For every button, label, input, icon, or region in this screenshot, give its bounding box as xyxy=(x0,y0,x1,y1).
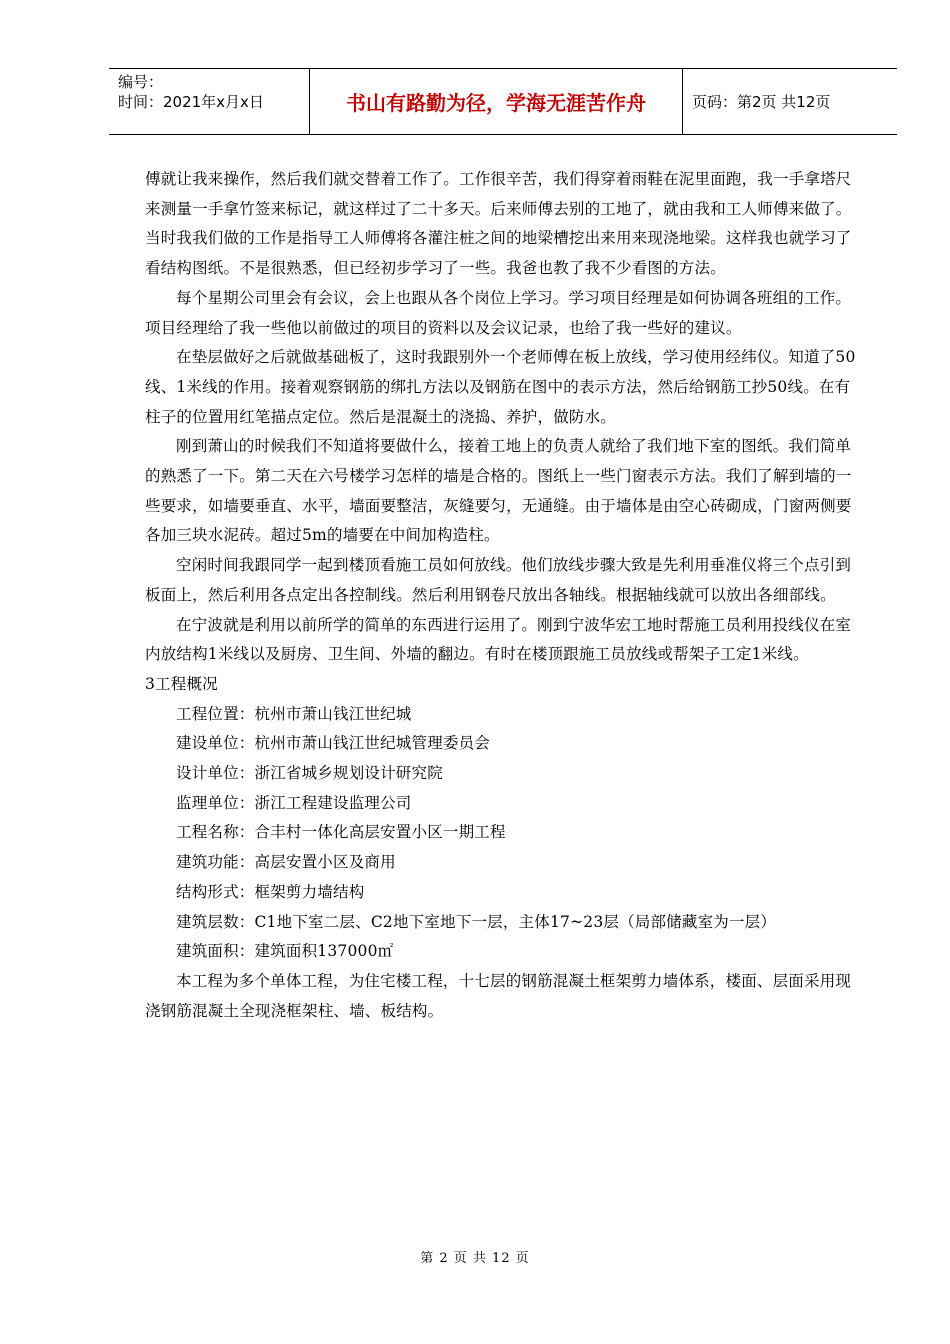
paragraph: 刚到萧山的时候我们不知道将要做什么，接着工地上的负责人就给了我们地下室的图纸。我们简单的熟悉了一下。第二天在六号楼学习怎样的墙是合格的。图纸上一些门窗表示方法。我们了解到墙的一些要求，如墙要垂直、水平，墙面要整洁，灰缝要匀，无通缝。由于墙体是由空心砖砌成，门窗两侧要各加三块水泥砖。超过5m的墙要在中间加构造柱。 xyxy=(145,437,852,545)
info-line: 建设单位：杭州市萧山钱江世纪城管理委员会 xyxy=(176,734,491,753)
paragraph: 在宁波就是利用以前所学的简单的东西进行运用了。刚到宁波华宏工地时帮施工员利用投线仪在室内放结构1米线以及厨房、卫生间、外墙的翻边。有时在楼顶跟施工员放线或帮架子工定1米线。 xyxy=(145,615,852,664)
info-line: 工程名称：合丰村一体化高层安置小区一期工程 xyxy=(176,823,506,842)
closing-paragraph: 本工程为多个单体工程，为住宅楼工程，十七层的钢筋混凝土框架剪力墙体系，楼面、层面采用现浇钢筋混凝土全现浇框架柱、墙、板结构。 xyxy=(145,971,852,1020)
info-line: 工程位置：杭州市萧山钱江世纪城 xyxy=(176,704,412,723)
paragraph: 在垫层做好之后就做基础板了，这时我跟别外一个老师傅在板上放线，学习使用经纬仪。知道了50线、1米线的作用。接着观察钢筋的绑扎方法以及钢筋在图中的表示方法，然后给钢筋工抄50线。在有柱子的位置用红笔描点定位。然后是混凝土的浇捣、养护，做防水。 xyxy=(145,348,856,426)
header-meta xyxy=(109,69,309,134)
page-footer: 第 2 页 共 12 页 xyxy=(420,1251,530,1266)
number-label: 编号： xyxy=(118,73,164,91)
info-line: 建筑层数：C1地下室二层、C2地下室地下一层，主体17~23层（局部储藏室为一层） xyxy=(176,912,777,931)
section-title: 3工程概况 xyxy=(145,674,218,693)
paragraph: 傅就让我来操作，然后我们就交替着工作了。工作很辛苦，我们得穿着雨鞋在泥里面跑，我一手拿塔尺来测量一手拿竹签来标记，就这样过了二十多天。后来师傅去别的工地了，就由我和工人师傅来做了。当时我我们做的工作是指导工人师傅将各灌注桩之间的地梁槽挖出来用来现浇地梁。这样我也就学习了看结构图纸。不是很熟悉，但已经初步学习了一些。我爸也教了我不少看图的方法。 xyxy=(145,170,852,278)
info-line: 设计单位：浙江省城乡规划设计研究院 xyxy=(176,764,443,783)
header-page-info: 页码：第2页 共12页 xyxy=(692,93,831,111)
info-line: 监理单位：浙江工程建设监理公司 xyxy=(176,793,412,812)
document-body xyxy=(145,165,863,1026)
paragraph: 每个星期公司里会有会议，会上也跟从各个岗位上学习。学习项目经理是如何协调各班组的工作。项目经理给了我一些他以前做过的项目的资料以及会议记录，也给了我一些好的建议。 xyxy=(145,288,852,337)
info-line: 建筑功能：高层安置小区及商用 xyxy=(176,853,396,872)
page-header xyxy=(109,68,897,135)
info-line: 建筑面积：建筑面积137000㎡ xyxy=(176,942,394,961)
time-label: 时间：2021年x月x日 xyxy=(118,93,264,111)
info-line: 结构形式：框架剪力墙结构 xyxy=(176,882,365,901)
paragraph: 空闲时间我跟同学一起到楼顶看施工员如何放线。他们放线步骤大致是先利用垂准仪将三个点引到板面上，然后利用各点定出各控制线。然后利用钢卷尺放出各轴线。根据轴线就可以放出各细部线。 xyxy=(145,556,852,604)
header-motto: 书山有路勤为径，学海无涯苦作舟 xyxy=(309,69,683,134)
